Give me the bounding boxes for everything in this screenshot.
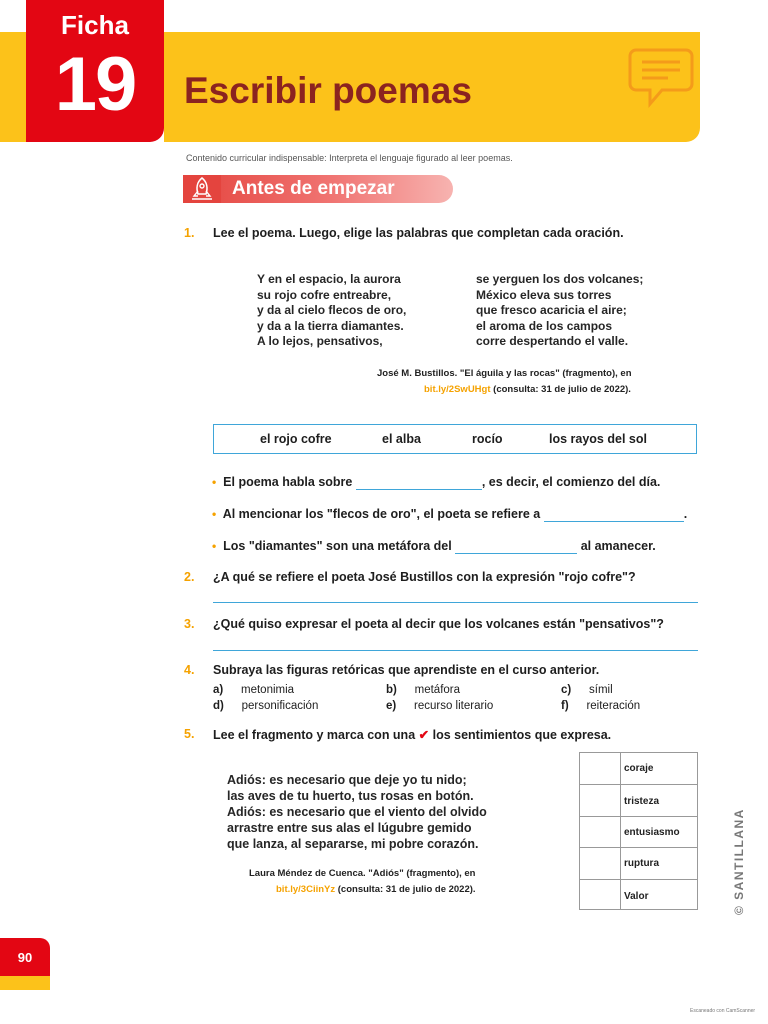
feeling-label: entusiasmo — [624, 827, 680, 838]
section-icon-box — [183, 175, 221, 203]
poem-line: el aroma de los campos — [476, 318, 613, 333]
option-d[interactable] — [213, 696, 318, 714]
word-bank-item: el rojo cofre — [260, 432, 332, 446]
sentence-end: , es decir, el comienzo del día. — [481, 475, 661, 489]
question-number: 5. — [184, 727, 195, 741]
question-text: Subraya las figuras retóricas que aprendiste en el curso anterior. — [213, 663, 600, 677]
poem-line: Adiós: es necesario que el viento del olvido — [227, 805, 487, 819]
feelings-table — [579, 752, 698, 910]
question-text-start: Lee el fragmento y marca con una — [213, 728, 416, 742]
option-letter: b) — [386, 684, 397, 696]
poem-line: arrastre entre sus alas el lúgubre gemido — [227, 821, 472, 835]
ficha-tab — [26, 0, 164, 142]
poem-line: y da a la tierra diamantes. — [257, 318, 404, 333]
sentence-start: Al mencionar los "flecos de oro", el poeta se refiere a — [222, 507, 541, 521]
question-number: 1. — [184, 226, 195, 240]
checkbox-column-divider — [620, 753, 621, 909]
page-tab-accent — [0, 976, 50, 990]
feeling-checkbox[interactable] — [580, 816, 620, 847]
answer-blank[interactable] — [455, 539, 577, 554]
ficha-label: Ficha — [61, 10, 129, 40]
fragment-credit: Laura Méndez de Cuenca. "Adiós" (fragmento), en — [249, 868, 476, 879]
feeling-label: tristeza — [624, 796, 660, 807]
scanner-watermark: Escaneado con CamScanner — [690, 1008, 756, 1014]
option-letter: a) — [213, 684, 224, 696]
word-bank-item: rocío — [472, 432, 503, 446]
option-f[interactable] — [561, 696, 640, 714]
credit-link[interactable]: bit.ly/2SwUHgt — [424, 384, 491, 395]
bullet-dot: • — [212, 507, 217, 521]
question-text: Lee el poema. Luego, elige las palabras que completan cada oración. — [213, 226, 624, 240]
rocket-icon — [183, 175, 221, 203]
question-number: 3. — [184, 617, 195, 631]
credit-link[interactable]: bit.ly/3CiinYz — [276, 884, 336, 895]
ficha-number: 19 — [54, 42, 136, 127]
poem-line: las aves de tu huerto, tus rosas en botón. — [227, 789, 474, 803]
word-bank-item: los rayos del sol — [549, 432, 647, 446]
poem-line: A lo lejos, pensativos, — [257, 334, 383, 348]
fill-sentence — [212, 507, 687, 522]
sentence-start: Los "diamantes" son una metáfora del — [223, 539, 452, 553]
page-number: 90 — [17, 950, 33, 965]
bullet-dot: • — [212, 475, 217, 489]
answer-line[interactable] — [213, 602, 698, 603]
question-text — [213, 727, 611, 742]
checkmark-icon: ✔ — [418, 728, 430, 742]
page-title: Escribir poemas — [184, 70, 472, 111]
feeling-checkbox[interactable] — [580, 753, 620, 784]
poem-right-column — [476, 272, 643, 350]
option-label: metonimia — [241, 684, 295, 696]
fill-sentence — [212, 539, 656, 554]
feeling-label: ruptura — [624, 858, 659, 869]
poem-line: Y en el espacio, la aurora — [257, 272, 401, 286]
poem-line: corre despertando el valle. — [476, 334, 629, 348]
section-title: Antes de empezar — [232, 178, 395, 199]
fragment-poem — [227, 772, 487, 852]
option-label: símil — [589, 684, 613, 696]
header-accent-strip — [0, 32, 26, 142]
feeling-label: Valor — [624, 891, 649, 902]
fill-sentence — [212, 475, 660, 490]
option-label: metáfora — [414, 684, 461, 696]
poem-credit-source — [424, 384, 631, 395]
poem-line: México eleva sus torres — [476, 287, 612, 302]
feeling-checkbox[interactable] — [580, 879, 620, 910]
bullet-dot: • — [212, 539, 217, 553]
question-text-end: los sentimientos que expresa. — [432, 728, 612, 742]
feeling-checkbox[interactable] — [580, 847, 620, 879]
credit-date: (consulta: 31 de julio de 2022). — [493, 384, 631, 395]
question-text: ¿A qué se refiere el poeta José Bustillos con la expresión "rojo cofre"? — [213, 570, 636, 584]
option-letter: f) — [561, 700, 569, 712]
answer-blank[interactable] — [356, 475, 482, 490]
answer-blank[interactable] — [544, 507, 684, 522]
sentence-start: El poema habla sobre — [223, 475, 353, 489]
poem-line: que lanza, al separarse, mi pobre corazón. — [227, 837, 479, 851]
question-number: 2. — [184, 570, 195, 584]
word-bank-item: el alba — [382, 432, 421, 446]
speech-bubble-icon — [628, 44, 694, 119]
poem-line: se yerguen los dos volcanes; — [476, 272, 644, 286]
option-label: recurso literario — [414, 700, 494, 712]
poem-line: su rojo cofre entreabre, — [257, 287, 392, 302]
curricular-note: Contenido curricular indispensable: Interpreta el lenguaje figurado al leer poemas. — [186, 153, 513, 163]
option-letter: d) — [213, 700, 224, 712]
feeling-checkbox[interactable] — [580, 784, 620, 816]
publisher-mark: © SANTILLANA — [732, 808, 746, 915]
poem-left-column — [257, 272, 406, 350]
option-letter: e) — [386, 700, 397, 712]
feeling-label: coraje — [624, 763, 654, 774]
option-e[interactable] — [386, 696, 493, 714]
poem-line: que fresco acaricia el aire; — [476, 303, 627, 317]
poem-line: Adiós: es necesario que deje yo tu nido; — [227, 773, 467, 787]
option-label: personificación — [241, 700, 319, 712]
fragment-credit-source — [276, 884, 476, 895]
sentence-end: . — [683, 507, 688, 521]
option-label: reiteración — [586, 700, 641, 712]
question-number: 4. — [184, 663, 195, 677]
sentence-end: al amanecer. — [580, 539, 656, 553]
question-text: ¿Qué quiso expresar el poeta al decir que los volcanes están "pensativos"? — [213, 617, 664, 631]
poem-line: y da al cielo flecos de oro, — [257, 303, 407, 317]
poem-credit: José M. Bustillos. "El águila y las rocas" (fragmento), en — [377, 368, 632, 379]
credit-date: (consulta: 31 de julio de 2022). — [337, 884, 476, 895]
answer-line[interactable] — [213, 650, 698, 651]
option-letter: c) — [561, 684, 572, 696]
